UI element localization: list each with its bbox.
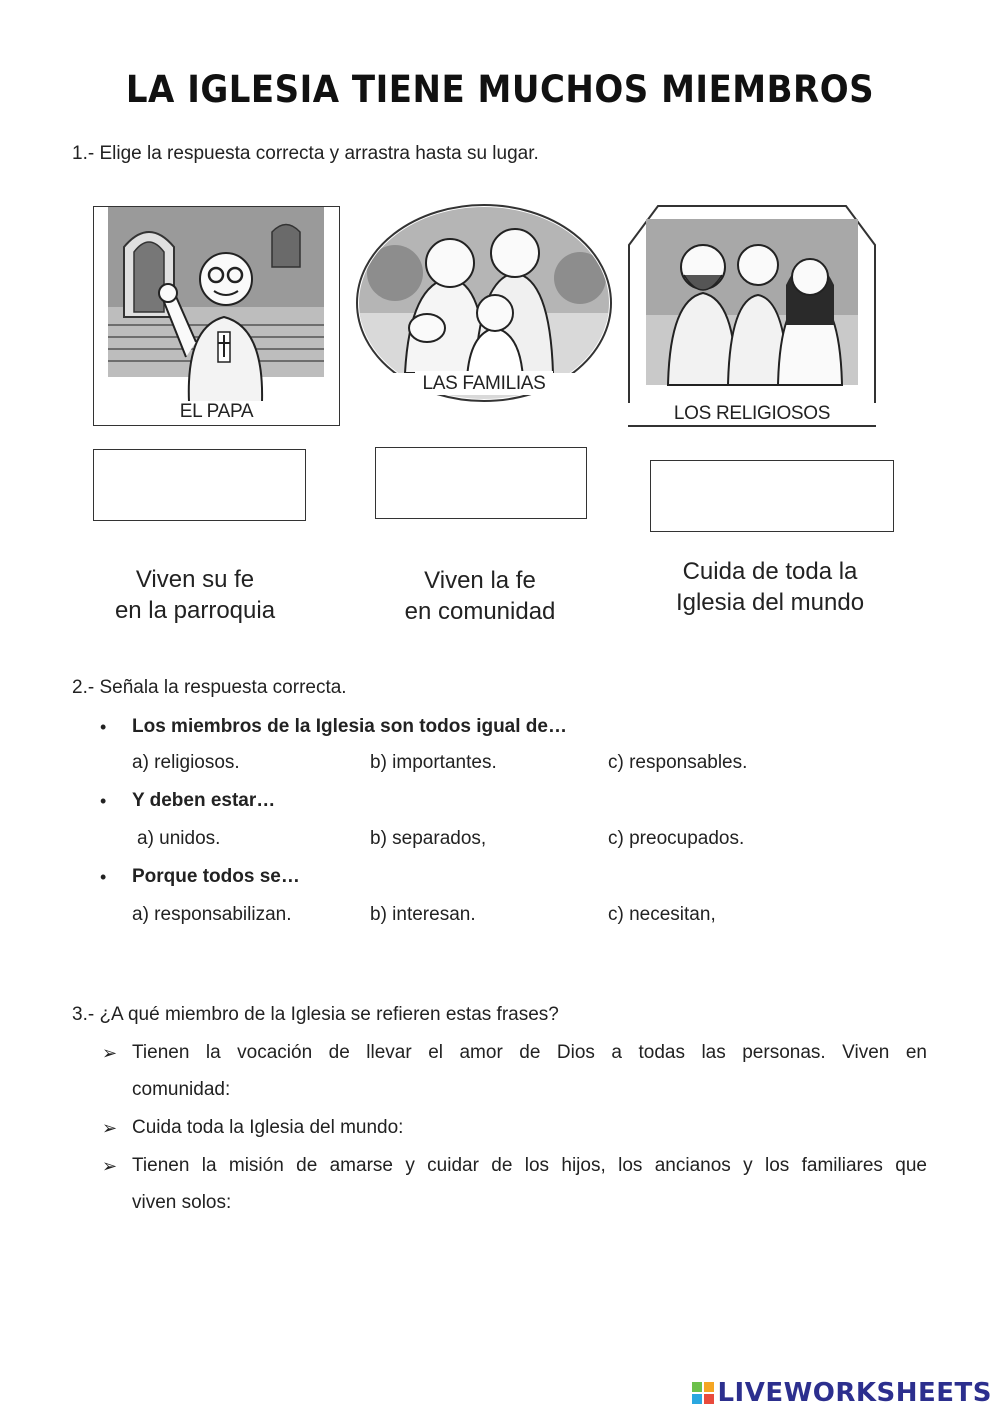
option-comunidad-line2: en comunidad bbox=[404, 598, 556, 625]
option-parroquia[interactable] bbox=[90, 564, 300, 626]
page-title: LA IGLESIA TIENE MUCHOS MIEMBROS bbox=[125, 68, 875, 112]
q3-option-c[interactable]: c) necesitan, bbox=[608, 904, 716, 925]
section2-instruction: 2.- Señala la respuesta correcta. bbox=[72, 677, 347, 698]
q2-option-c[interactable]: c) preocupados. bbox=[608, 828, 745, 849]
arrow-bullet-3: ➢ bbox=[102, 1156, 118, 1176]
option-parroquia-line2: en la parroquia bbox=[114, 597, 276, 624]
bullet-3: • bbox=[100, 867, 107, 887]
bullet-2: • bbox=[100, 791, 107, 811]
section1-instruction: 1.- Elige la respuesta correcta y arrastra hasta su lugar. bbox=[72, 143, 539, 164]
q2-option-b[interactable]: b) separados, bbox=[370, 828, 487, 849]
question-3: Porque todos se… bbox=[132, 866, 300, 887]
religious-picture bbox=[628, 205, 876, 427]
phrase-1-line1: Tienen la vocación de llevar el amor de Dios a todas las personas. Viven en bbox=[132, 1042, 927, 1063]
drop-box-religious[interactable] bbox=[650, 460, 894, 532]
q3-option-b[interactable]: b) interesan. bbox=[370, 904, 476, 925]
arrow-bullet-1: ➢ bbox=[102, 1043, 118, 1063]
pope-illustration bbox=[94, 207, 339, 425]
option-iglesia-mundo-line1: Cuida de toda la bbox=[682, 558, 858, 585]
phrase-3-line1: Tienen la misión de amarse y cuidar de los hijos, los ancianos y los familiares que bbox=[132, 1155, 927, 1176]
option-iglesia-mundo[interactable] bbox=[650, 556, 890, 618]
q1-option-c[interactable]: c) responsables. bbox=[608, 752, 748, 773]
option-comunidad[interactable] bbox=[375, 565, 585, 627]
liveworksheets-logo-icon bbox=[692, 1382, 714, 1404]
phrase-1-line2: comunidad: bbox=[132, 1079, 231, 1100]
section3-instruction: 3.- ¿A qué miembro de la Iglesia se refieren estas frases? bbox=[72, 1004, 559, 1025]
q1-option-b[interactable]: b) importantes. bbox=[370, 752, 497, 773]
pope-picture bbox=[93, 206, 340, 426]
pope-caption: EL PAPA bbox=[94, 401, 339, 423]
drop-box-families[interactable] bbox=[375, 447, 587, 519]
question-1: Los miembros de la Iglesia son todos igual de… bbox=[132, 716, 567, 737]
religious-illustration bbox=[628, 205, 876, 427]
q2-option-a[interactable]: a) unidos. bbox=[137, 828, 221, 849]
option-parroquia-line1: Viven su fe bbox=[135, 566, 255, 593]
q3-option-a[interactable]: a) responsabilizan. bbox=[132, 904, 292, 925]
liveworksheets-logo bbox=[692, 1378, 992, 1408]
option-comunidad-line1: Viven la fe bbox=[424, 567, 536, 594]
religious-caption: LOS RELIGIOSOS bbox=[628, 403, 876, 425]
question-2: Y deben estar… bbox=[132, 790, 276, 811]
q1-option-a[interactable]: a) religiosos. bbox=[132, 752, 240, 773]
phrase-3-line2: viven solos: bbox=[132, 1192, 232, 1213]
drop-box-pope[interactable] bbox=[93, 449, 306, 521]
bullet-1: • bbox=[100, 717, 107, 737]
phrase-2-line1: Cuida toda la Iglesia del mundo: bbox=[132, 1117, 404, 1138]
families-caption: LAS FAMILIAS bbox=[355, 373, 613, 395]
arrow-bullet-2: ➢ bbox=[102, 1118, 118, 1138]
option-iglesia-mundo-line2: Iglesia del mundo bbox=[675, 589, 865, 616]
families-picture bbox=[355, 203, 613, 403]
liveworksheets-logo-text: LIVEWORKSHEETS bbox=[717, 1378, 992, 1408]
